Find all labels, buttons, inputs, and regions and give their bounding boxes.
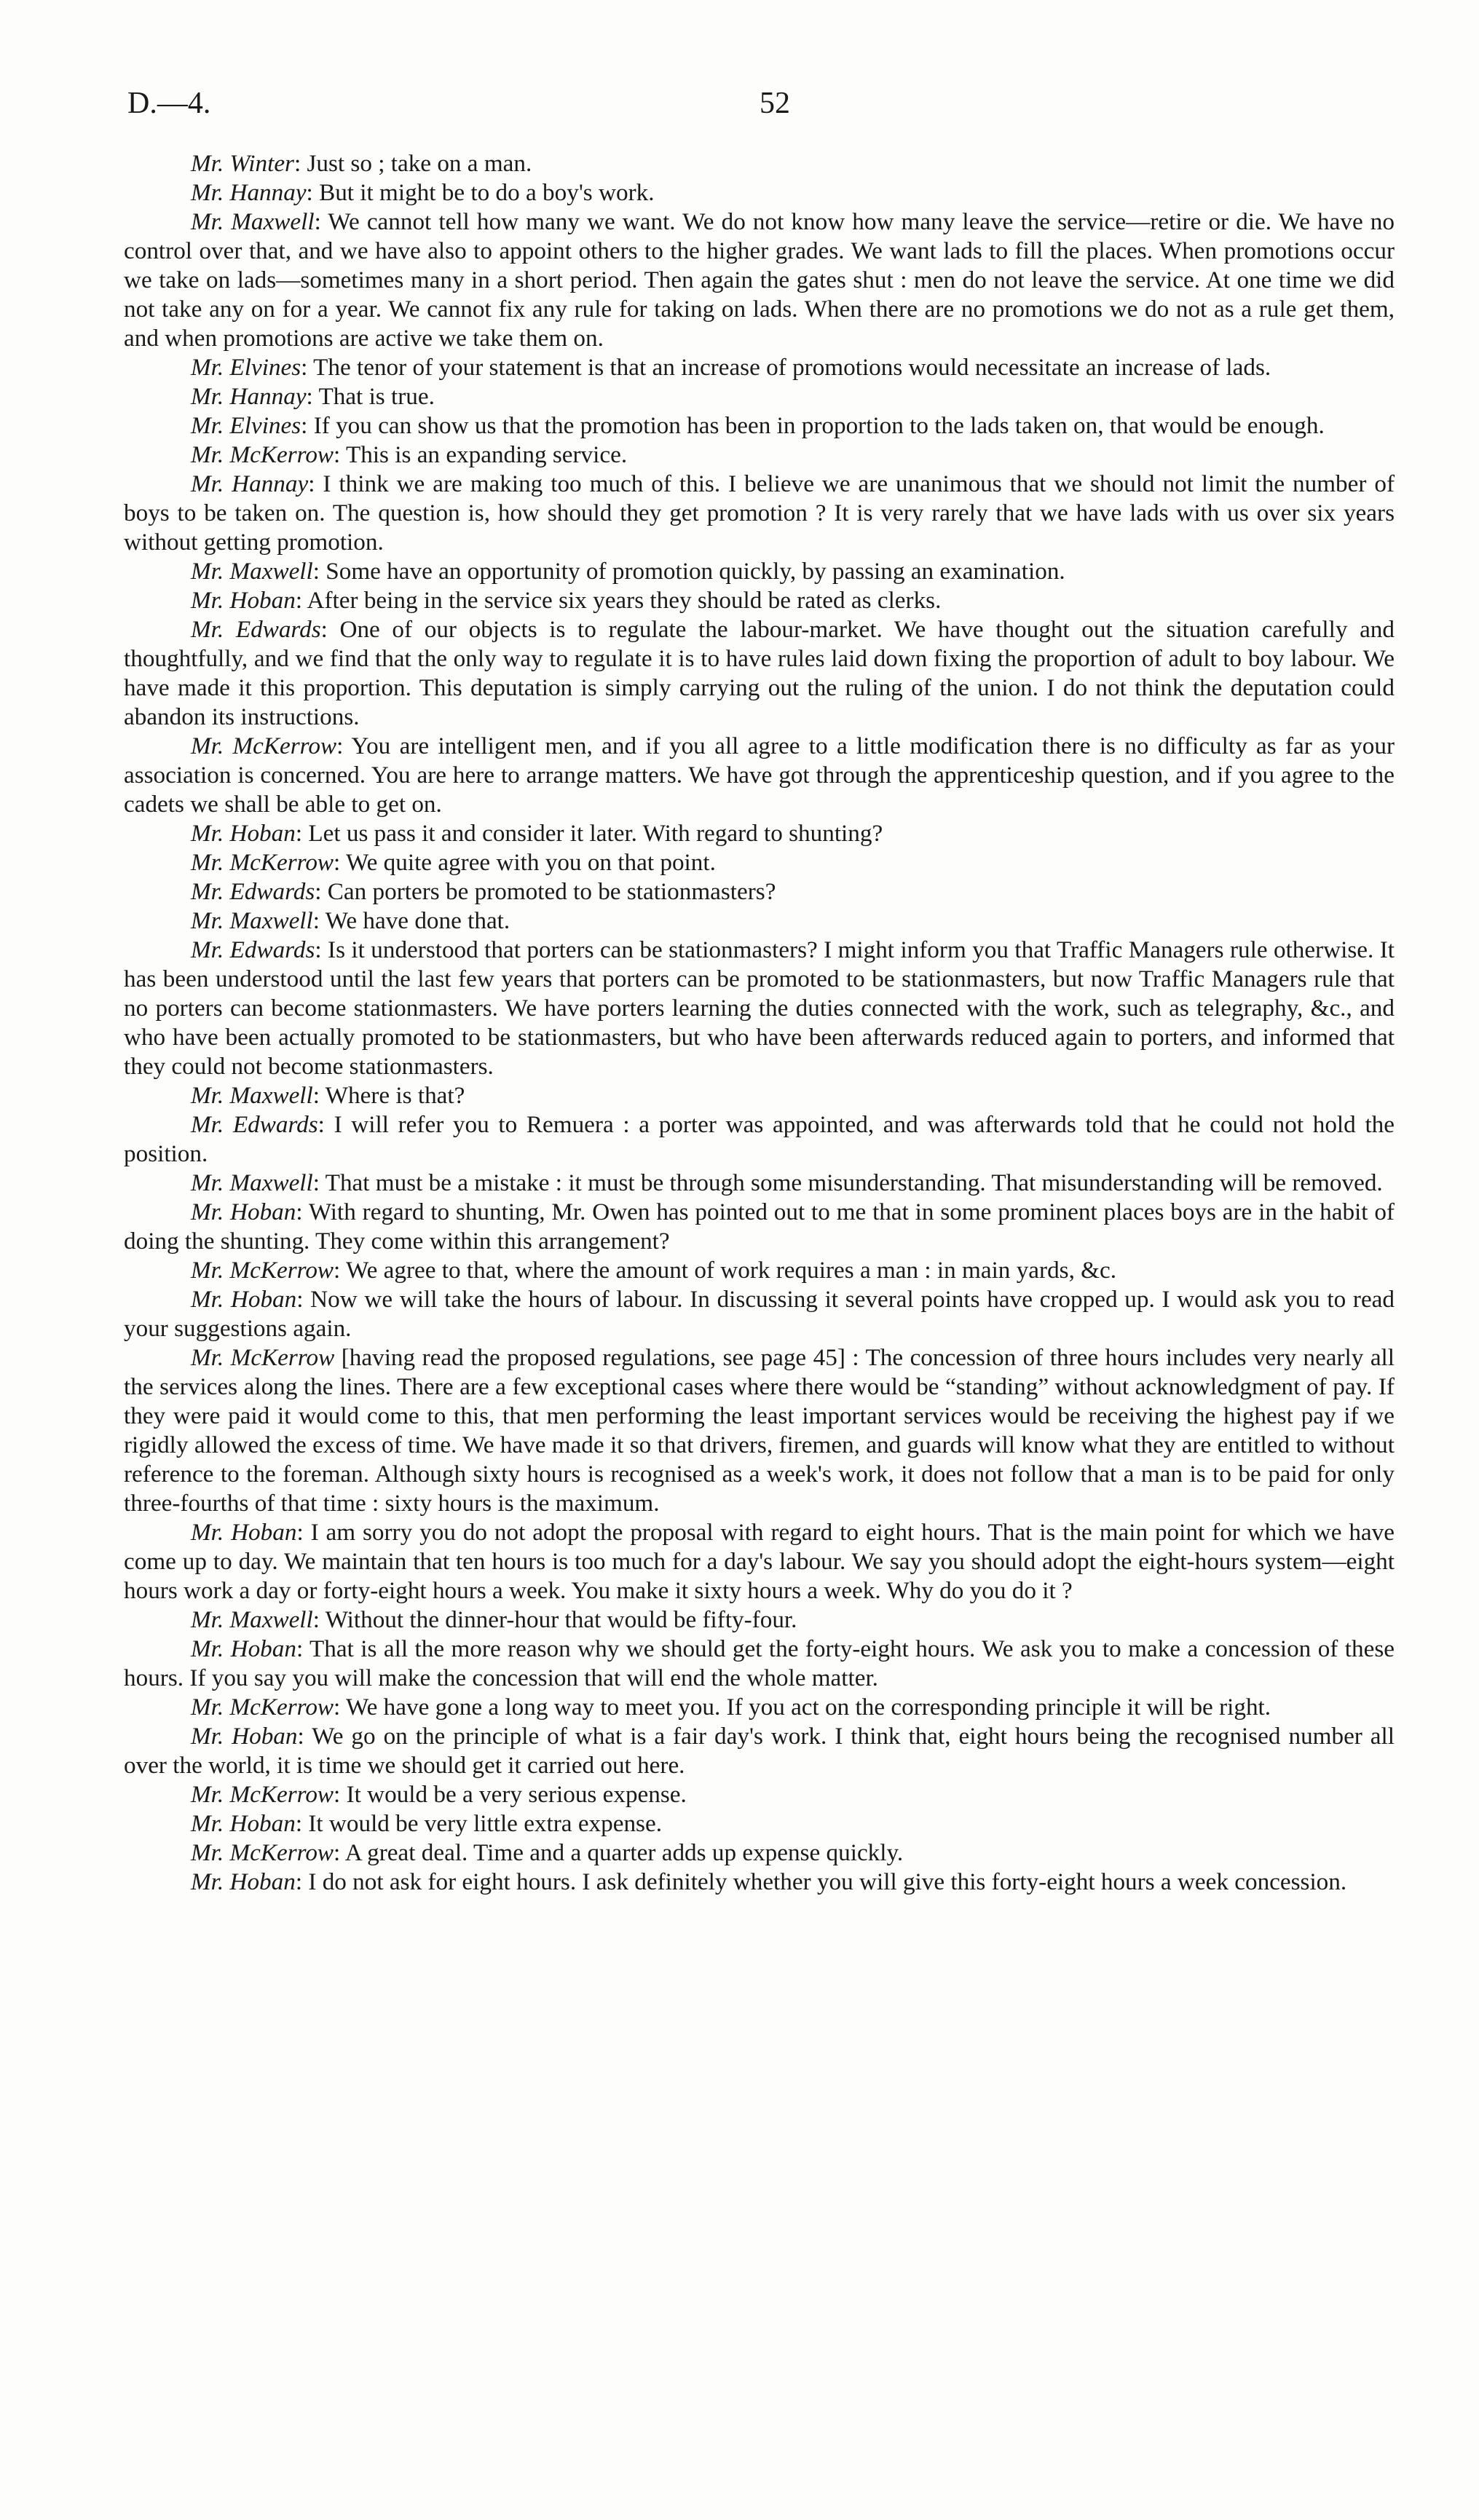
speech-text: : Is it understood that porters can be stationmasters? I might inform you that Traffic Managers rule otherwise. It has been understood until the last few years that porters can be promoted to be stationmasters, but now Traffic Managers rule that no porters can become stationmasters. We have porters learning the duties connected with the work, such as telegraphy, &c., and who have been actually promoted to be stationmasters, but who have been afterwards reduced again to porters, and informed that they could not become stationmasters.: [124, 936, 1395, 1080]
transcript-paragraph: [124, 1518, 1395, 1605]
speaker-name: Mr. McKerrow: [191, 1257, 334, 1284]
speaker-name: Mr. Hoban: [191, 1635, 296, 1662]
speech-text: : One of our objects is to regulate the labour-market. We have thought out the situation carefully and thoughtfully, and we find that the only way to regulate it is to have rules laid down fixing the proportion of adult to boy labour. We have made it this proportion. This deputation is simply carrying out the ruling of the union. I do not think the deputation could abandon its instructions.: [124, 616, 1395, 730]
transcript-paragraph: [124, 1605, 1395, 1635]
speaker-name: Mr. Hoban: [191, 1519, 297, 1546]
transcript-paragraph: [124, 353, 1395, 382]
speaker-name: Mr. McKerrow: [191, 1781, 334, 1808]
transcript-paragraph: [124, 208, 1395, 353]
speaker-name: Mr. Hoban: [191, 1198, 296, 1225]
transcript-paragraph: [124, 615, 1395, 732]
speaker-name: Mr. Hannay: [191, 179, 307, 206]
speaker-name: Mr. Maxwell: [191, 208, 315, 235]
transcript-paragraph: [124, 1169, 1395, 1198]
speech-text: : Where is that?: [312, 1082, 465, 1109]
speaker-name: Mr. Hannay: [191, 383, 307, 410]
speech-text: : We have done that.: [312, 907, 510, 934]
speech-text: : Let us pass it and consider it later. With regard to shunting?: [295, 820, 883, 847]
speech-text: : But it might be to do a boy's work.: [306, 179, 655, 206]
speech-text: : That must be a mistake : it must be through some misunderstanding. That misunderstanding will be removed.: [312, 1169, 1383, 1196]
speaker-name: Mr. Maxwell: [191, 907, 313, 934]
speech-text: : This is an expanding service.: [334, 441, 628, 468]
transcript-paragraph: [124, 1081, 1395, 1110]
transcript-paragraph: [124, 907, 1395, 936]
transcript-paragraph: [124, 936, 1395, 1081]
transcript-body: [124, 149, 1395, 1897]
transcript-paragraph: [124, 149, 1395, 178]
speaker-name: Mr. Hoban: [191, 587, 296, 614]
speech-text: : We agree to that, where the amount of work requires a man : in main yards, &c.: [334, 1257, 1117, 1284]
page-header: [127, 86, 1392, 130]
transcript-paragraph: [124, 1343, 1395, 1518]
speech-text: : I will refer you to Remuera : a porter was appointed, and was afterwards told that he could not hold the position.: [124, 1111, 1395, 1167]
speaker-name: Mr. Edwards: [191, 878, 315, 905]
transcript-paragraph: [124, 557, 1395, 586]
speaker-name: Mr. Winter: [191, 150, 294, 177]
speaker-name: Mr. Maxwell: [191, 1606, 313, 1633]
speech-text: : It would be a very serious expense.: [334, 1781, 687, 1808]
speaker-name: Mr. Hoban: [191, 1286, 297, 1313]
speech-text: : We have gone a long way to meet you. If you act on the corresponding principle it will be right.: [334, 1694, 1271, 1721]
speech-text: : That is true.: [306, 383, 435, 410]
transcript-paragraph: [124, 382, 1395, 411]
speech-text: : Some have an opportunity of promotion quickly, by passing an examination.: [312, 558, 1065, 585]
speaker-name: Mr. Maxwell: [191, 558, 313, 585]
speech-text: : With regard to shunting, Mr. Owen has pointed out to me that in some prominent places boys are in the habit of doing the shunting. They come within this arrangement?: [124, 1198, 1395, 1255]
transcript-paragraph: [124, 1285, 1395, 1343]
speech-text: : Without the dinner-hour that would be fifty-four.: [312, 1606, 797, 1633]
speech-text: : After being in the service six years they should be rated as clerks.: [295, 587, 942, 614]
transcript-paragraph: [124, 848, 1395, 877]
speech-text: : It would be very little extra expense.: [295, 1810, 663, 1837]
speech-text: : The tenor of your statement is that an increase of promotions would necessitate an increase of lads.: [301, 354, 1271, 381]
transcript-paragraph: [124, 470, 1395, 557]
speech-text: : Can porters be promoted to be stationmasters?: [315, 878, 776, 905]
speaker-name: Mr. McKerrow: [191, 849, 334, 876]
speaker-name: Mr. Hoban: [191, 1868, 296, 1895]
speaker-name: Mr. Edwards: [191, 936, 315, 963]
transcript-paragraph: [124, 411, 1395, 441]
speech-text: : We go on the principle of what is a fair day's work. I think that, eight hours being the recognised number all over the world, it is time we should get it carried out here.: [124, 1723, 1395, 1779]
speech-text: : Just so ; take on a man.: [293, 150, 532, 177]
speech-text: : That is all the more reason why we should get the forty-eight hours. We ask you to make a concession of these hours. If you say you will make the concession that will end the whole matter.: [124, 1635, 1395, 1691]
speaker-name: Mr. McKerrow: [191, 732, 337, 759]
speech-text: : I think we are making too much of this. I believe we are unanimous that we should not limit the number of boys to be taken on. The question is, how should they get promotion ? It is very rarely that we have lads with us over six years without getting promotion.: [124, 470, 1395, 556]
speech-text: : Now we will take the hours of labour. In discussing it several points have cropped up. I would ask you to read your suggestions again.: [124, 1286, 1395, 1342]
speaker-name: Mr. Maxwell: [191, 1169, 313, 1196]
transcript-paragraph: [124, 1838, 1395, 1868]
transcript-paragraph: [124, 732, 1395, 819]
document-reference: D.—4.: [127, 87, 211, 120]
speech-text: : A great deal. Time and a quarter adds up expense quickly.: [334, 1839, 904, 1866]
speaker-name: Mr. Maxwell: [191, 1082, 313, 1109]
transcript-paragraph: [124, 1635, 1395, 1693]
speaker-name: Mr. Hoban: [191, 1723, 298, 1750]
transcript-paragraph: [124, 1256, 1395, 1285]
page-number: 52: [760, 87, 790, 120]
speaker-name: Mr. Hoban: [191, 1810, 296, 1837]
speaker-name: Mr. Edwards: [191, 616, 321, 643]
speech-text: : We quite agree with you on that point.: [334, 849, 716, 876]
speaker-name: Mr. McKerrow: [191, 1344, 335, 1371]
speaker-name: Mr. McKerrow: [191, 441, 334, 468]
transcript-paragraph: [124, 819, 1395, 848]
speech-text: : You are intelligent men, and if you all agree to a little modification there is no difficulty as far as your association is concerned. You are here to arrange matters. We have got through the apprenticeship question, and if you agree to the cadets we shall be able to get on.: [124, 732, 1395, 818]
transcript-paragraph: [124, 586, 1395, 615]
speech-text: [having read the proposed regulations, see page 45] : The concession of three hours includes very nearly all the services along the lines. There are a few exceptional cases where there would be “standing” without acknowledgment of pay. If they were paid it would come to this, that men performing the least important services would be receiving the highest pay if we rigidly allowed the excess of time. We have made it so that drivers, firemen, and guards will know what they are entitled to without reference to the foreman. Although sixty hours is recognised as a week's work, it does not follow that a man is to be paid for only three-fourths of that time : sixty hours is the maximum.: [124, 1344, 1395, 1517]
speech-text: : If you can show us that the promotion has been in proportion to the lads taken on, that would be enough.: [301, 412, 1325, 439]
speaker-name: Mr. Hannay: [191, 470, 309, 497]
transcript-paragraph: [124, 441, 1395, 470]
speech-text: : We cannot tell how many we want. We do not know how many leave the service—retire or die. We have no control over that, and we have also to appoint others to the higher grades. We want lads to fill the places. When promotions occur we take on lads—sometimes many in a short period. Then again the gates shut : men do not leave the service. At one time we did not take any on for a year. We cannot fix any rule for taking on lads. When there are no promotions we do not as a rule get them, and when promotions are active we take them on.: [124, 208, 1395, 352]
speech-text: : I do not ask for eight hours. I ask definitely whether you will give this forty-eight hours a week concession.: [295, 1868, 1347, 1895]
speech-text: : I am sorry you do not adopt the proposal with regard to eight hours. That is the main point for which we have come up to day. We maintain that ten hours is too much for a day's labour. We say you should adopt the eight-hours system—eight hours work a day or forty-eight hours a week. You make it sixty hours a week. Why do you do it ?: [124, 1519, 1395, 1604]
speaker-name: Mr. McKerrow: [191, 1839, 334, 1866]
speaker-name: Mr. Hoban: [191, 820, 296, 847]
speaker-name: Mr. Elvines: [191, 412, 301, 439]
transcript-paragraph: [124, 1693, 1395, 1722]
transcript-paragraph: [124, 178, 1395, 208]
transcript-paragraph: [124, 1722, 1395, 1780]
speaker-name: Mr. McKerrow: [191, 1694, 334, 1721]
transcript-paragraph: [124, 877, 1395, 907]
transcript-paragraph: [124, 1809, 1395, 1838]
transcript-paragraph: [124, 1780, 1395, 1809]
transcript-paragraph: [124, 1198, 1395, 1256]
speaker-name: Mr. Elvines: [191, 354, 301, 381]
speaker-name: Mr. Edwards: [191, 1111, 318, 1138]
transcript-paragraph: [124, 1110, 1395, 1169]
transcript-paragraph: [124, 1868, 1395, 1897]
